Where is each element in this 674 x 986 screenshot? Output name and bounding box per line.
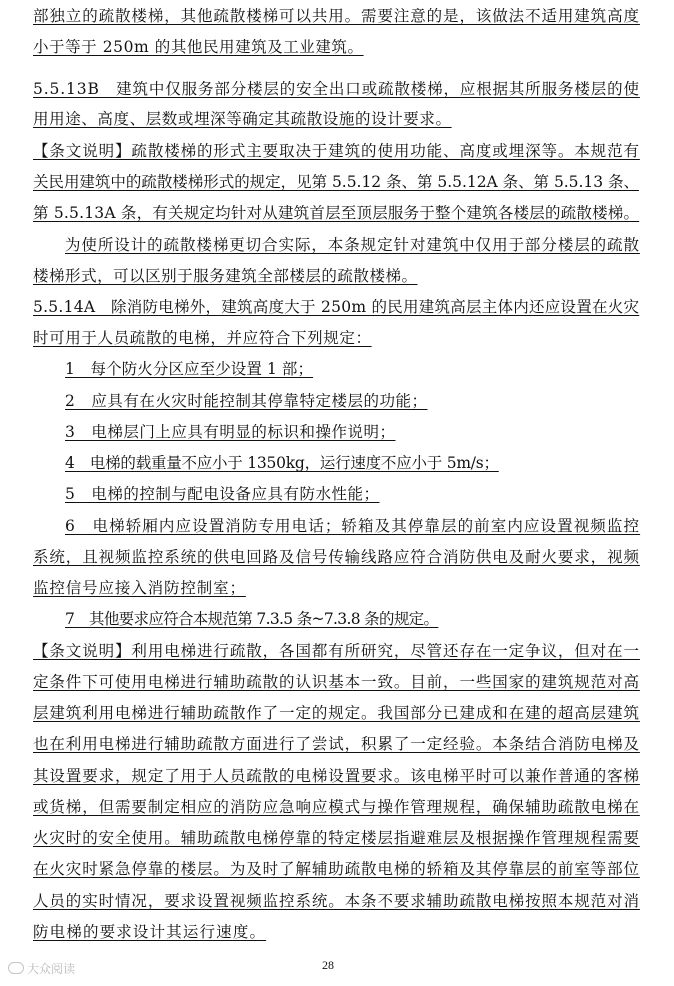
text-line-18: 系统，且视频监控系统的供电回路及信号传输线路应符合消防供电及耐火要求，视频 [33,548,640,566]
text-line-16: 5 电梯的控制与配电设备应具有防水性能； [65,485,380,503]
text-line-13: 2 应具有在火灾时能控制其停靠特定楼层的功能； [65,392,428,410]
text-line-1: 部独立的疏散楼梯，其他疏散楼梯可以共用。需要注意的是，该做法不适用建筑高度 [33,7,640,25]
text-line-15: 4 电梯的载重量不应小于 1350kg，运行速度不应小于 5m/s； [65,454,499,472]
text-line-21: 【条文说明】利用电梯进行疏散，各国都有所研究，尽管还存在一定争议，但对在一 [33,642,640,660]
text-line-14: 3 电梯层门上应具有明显的标识和操作说明； [65,423,396,441]
text-line-6: 关民用建筑中的疏散楼梯形式的规定，见第 5.5.12 条、第 5.5.12A 条、第 5.5.13 条、 [33,173,639,191]
watermark-logo-icon [8,962,24,974]
text-line-26: 或货梯，但需要制定相应的消防应急响应模式与操作管理规程，确保辅助疏散电梯在 [33,798,640,816]
text-line-4: 用用途、高度、层数或埋深等确定其疏散设施的设计要求。 [33,110,452,128]
text-line-2: 小于等于 250m 的其他民用建筑及工业建筑。 [33,38,364,56]
text-line-17: 6 电梯轿厢内应设置消防专用电话；轿箱及其停靠层的前室内应设置视频监控 [65,517,641,535]
text-line-8: 为使所设计的疏散楼梯更切合实际，本条规定针对建筑中仅用于部分楼层的疏散 [65,236,640,254]
watermark-text: 大众阅读 [27,962,76,976]
text-line-25: 其设置要求，规定了用于人员疏散的电梯设置要求。该电梯平时可以兼作普通的客梯 [33,767,640,785]
text-line-23: 层建筑利用电梯进行辅助疏散作了一定的规定。我国部分已建成和在建的超高层建筑 [33,704,640,722]
text-line-11: 时可用于人员疏散的电梯，并应符合下列规定： [33,329,372,347]
text-line-10: 5.5.14A 除消防电梯外，建筑高度大于 250m 的民用建筑高层主体内还应设置在火灾 [33,298,640,316]
text-line-27: 火灾时的安全使用。辅助疏散电梯停靠的特定楼层指避难层及根据操作管理规程需要 [33,829,640,847]
text-line-29: 人员的实时情况，要求设置视频监控系统。本条不要求辅助疏散电梯按照本规范对消 [33,892,640,910]
text-line-7: 第 5.5.13A 条，有关规定均针对从建筑首层至顶层服务于整个建筑各楼层的疏散楼梯。 [33,204,640,222]
text-line-19: 监控信号应接入消防控制室； [33,579,246,597]
text-line-3: 5.5.13B 建筑中仅服务部分楼层的安全出口或疏散楼梯，应根据其所服务楼层的使 [33,80,640,98]
text-line-22: 定条件下可使用电梯进行辅助疏散的认识基本一致。目前，一些国家的建筑规范对高 [33,673,640,691]
text-line-24: 也在利用电梯进行辅助疏散方面进行了尝试，积累了一定经验。本条结合消防电梯及 [33,735,640,753]
text-line-30: 防电梯的要求设计其运行速度。 [33,923,267,941]
watermark [8,962,75,976]
text-line-28: 在火灾时紧急停靠的楼层。为及时了解辅助疏散电梯的轿箱及其停靠层的前室等部位 [33,860,640,878]
text-line-5: 【条文说明】疏散楼梯的形式主要取决于建筑的使用功能、高度或埋深等。本规范有 [33,142,640,160]
text-line-9: 楼梯形式，可以区别于服务建筑全部楼层的疏散楼梯。 [33,267,418,285]
text-line-12: 1 每个防火分区应至少设置 1 部； [65,360,314,378]
page-number: 28 [322,958,334,972]
text-line-20: 7 其他要求应符合本规范第 7.3.5 条~7.3.8 条的规定。 [65,610,439,628]
